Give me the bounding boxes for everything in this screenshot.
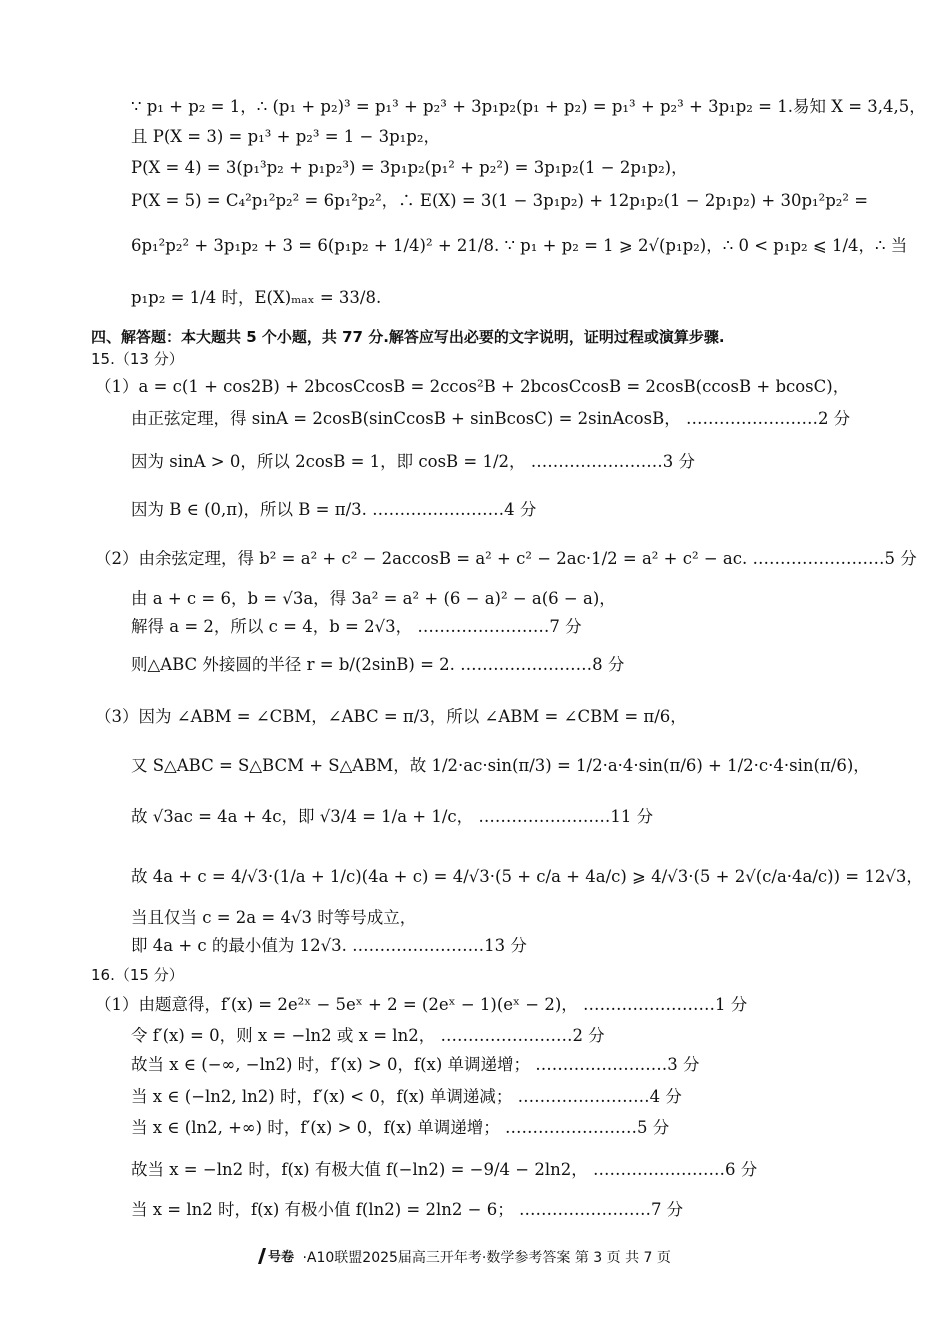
line-15-3d: 故 4a + c = 4/√3·(1/a + 1/c)(4a + c) = 4/√3·(5 + c/a + 4a/c) ⩾ 4/√3·(5 + 2√(c/a·4a/c)) = 12√3， <box>131 867 923 886</box>
line-16-1c: 故当 x ∈ (−∞, −ln2) 时，f′(x) > 0，f(x) 单调递增； ……………………3 分 <box>131 1055 700 1074</box>
question-15-heading: 15.（13 分） <box>91 350 184 368</box>
line-16-1e: 当 x ∈ (ln2, +∞) 时，f′(x) > 0，f(x) 单调递增； ……………………5 分 <box>131 1118 670 1137</box>
line-4: P(X = 5) = C₄²p₁²p₂² = 6p₁²p₂²，∴ E(X) = 3(1 − 3p₁p₂) + 12p₁p₂(1 − 2p₁p₂) + 30p₁²p₂² = <box>131 191 869 210</box>
line-15-3a: （3）因为 ∠ABM = ∠CBM，∠ABC = π/3，所以 ∠ABM = ∠CBM = π/6， <box>95 707 687 726</box>
line-15-3c: 故 √3ac = 4a + 4c，即 √3/4 = 1/a + 1/c， ……………………11 分 <box>131 807 654 826</box>
line-15-2d: 则△ABC 外接圆的半径 r = b/(2sinB) = 2. ……………………8 分 <box>131 655 625 674</box>
line-2: 且 P(X = 3) = p₁³ + p₂³ = 1 − 3p₁p₂， <box>131 127 440 146</box>
footer-text: ·A10联盟2025届高三开年考·数学参考答案 第 3 页 共 7 页 <box>302 1250 671 1266</box>
brand-logo-icon <box>256 1246 296 1270</box>
page-footer <box>256 1246 671 1270</box>
line-15-1d: 因为 B ∈ (0,π)，所以 B = π/3. ……………………4 分 <box>131 500 537 519</box>
line-15-1a: （1）a = c(1 + cos2B) + 2bcosCcosB = 2ccos²B + 2bcosCcosB = 2cosB(ccosB + bcosC)， <box>95 377 850 396</box>
line-16-1d: 当 x ∈ (−ln2, ln2) 时，f′(x) < 0，f(x) 单调递减； ……………………4 分 <box>131 1087 682 1106</box>
line-15-1b: 由正弦定理，得 sinA = 2cosB(sinCcosB + sinBcosC) = 2sinAcosB， ……………………2 分 <box>131 409 851 428</box>
line-16-1b: 令 f′(x) = 0，则 x = −ln2 或 x = ln2， ……………………2 分 <box>131 1026 605 1045</box>
brand-logo-text: 号卷 <box>268 1250 295 1265</box>
line-15-2c: 解得 a = 2，所以 c = 4，b = 2√3， ……………………7 分 <box>131 617 582 636</box>
line-15-2a: （2）由余弦定理，得 b² = a² + c² − 2accosB = a² + c² − 2ac·1/2 = a² + c² − ac. ……………………5 分 <box>95 549 917 568</box>
question-16-heading: 16.（15 分） <box>91 966 184 984</box>
line-16-1f: 故当 x = −ln2 时，f(x) 有极大值 f(−ln2) = −9/4 − 2ln2， ……………………6 分 <box>131 1160 758 1179</box>
line-15-2b: 由 a + c = 6，b = √3a，得 3a² = a² + (6 − a)² − a(6 − a)， <box>131 589 616 608</box>
line-15-3b: 又 S△ABC = S△BCM + S△ABM，故 1/2·ac·sin(π/3) = 1/2·a·4·sin(π/6) + 1/2·c·4·sin(π/6)， <box>131 756 870 775</box>
line-15-3f: 即 4a + c 的最小值为 12√3. ……………………13 分 <box>131 936 527 955</box>
line-6: p₁p₂ = 1/4 时，E(X)ₘₐₓ = 33/8. <box>131 288 382 307</box>
line-15-1c: 因为 sinA > 0，所以 2cosB = 1，即 cosB = 1/2， ……………………3 分 <box>131 452 696 471</box>
line-1: ∵ p₁ + p₂ = 1，∴ (p₁ + p₂)³ = p₁³ + p₂³ + 3p₁p₂(p₁ + p₂) = p₁³ + p₂³ + 3p₁p₂ = 1.易知 X = 3,4,5， <box>131 97 926 116</box>
line-5: 6p₁²p₂² + 3p₁p₂ + 3 = 6(p₁p₂ + 1/4)² + 21/8. ∵ p₁ + p₂ = 1 ⩾ 2√(p₁p₂)，∴ 0 < p₁p₂ ⩽ 1/4，∴ 当 <box>131 236 908 255</box>
line-15-3e: 当且仅当 c = 2a = 4√3 时等号成立， <box>131 908 417 927</box>
line-3: P(X = 4) = 3(p₁³p₂ + p₁p₂³) = 3p₁p₂(p₁² + p₂²) = 3p₁p₂(1 − 2p₁p₂)， <box>131 158 688 177</box>
section-heading: 四、解答题：本大题共 5 个小题，共 77 分.解答应写出必要的文字说明，证明过程或演算步骤. <box>91 328 725 346</box>
line-16-1g: 当 x = ln2 时，f(x) 有极小值 f(ln2) = 2ln2 − 6； ……………………7 分 <box>131 1200 684 1219</box>
line-16-1a: （1）由题意得，f′(x) = 2e²ˣ − 5eˣ + 2 = (2eˣ − 1)(eˣ − 2)， ……………………1 分 <box>95 995 748 1014</box>
